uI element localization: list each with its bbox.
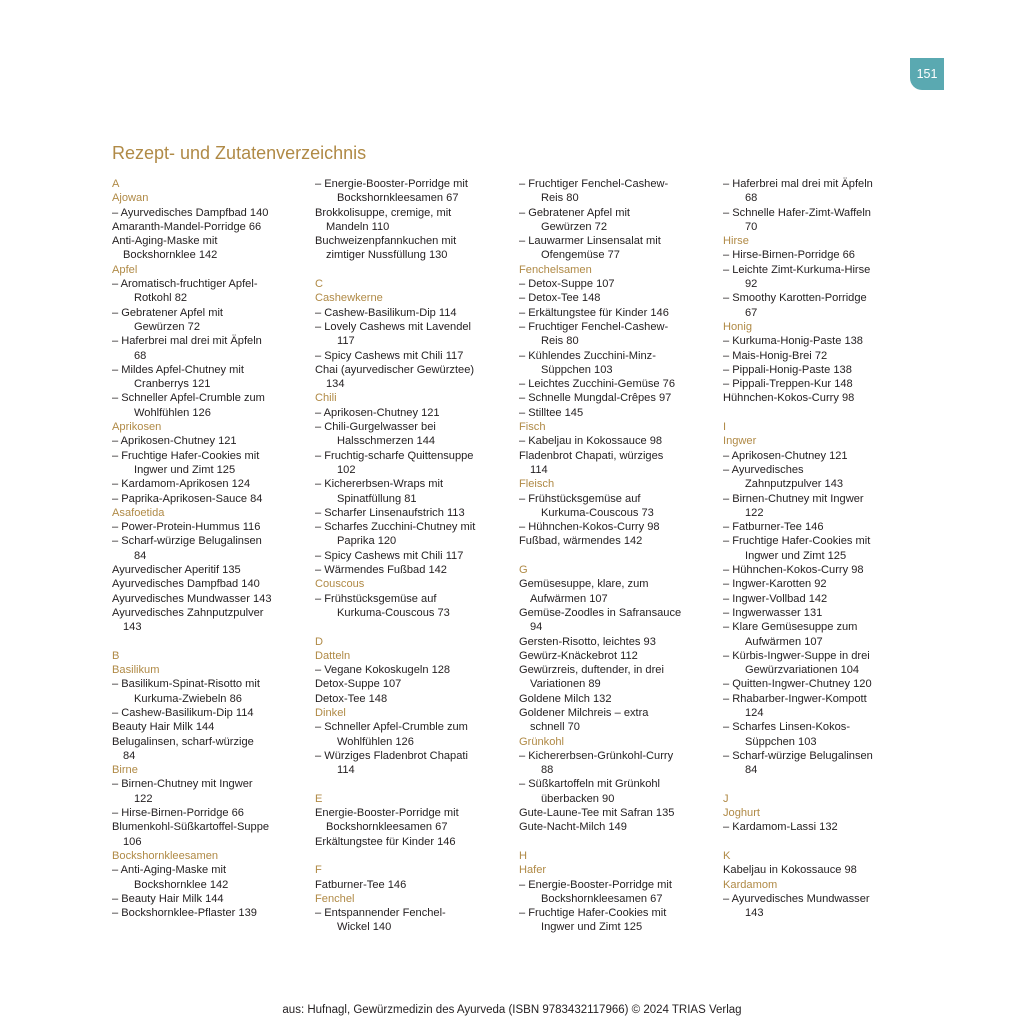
index-entry: Fatburner-Tee 146 [315, 878, 407, 891]
index-subheading: Fisch [519, 421, 546, 434]
index-subentry: – Schneller Apfel-Crumble zum [315, 721, 468, 734]
index-subentry: – Aromatisch-fruchtiger Apfel- [112, 278, 258, 291]
index-entry: Amaranth-Mandel-Porridge 66 [112, 220, 262, 233]
index-subentry-continuation: Ofengemüse 77 [541, 249, 620, 262]
index-subentry-continuation: Gewürzen 72 [134, 320, 200, 333]
page-number-badge: 151 [910, 58, 944, 90]
index-entry: Hühnchen-Kokos-Curry 98 [723, 392, 855, 405]
index-entry-continuation: 94 [530, 621, 543, 634]
index-entry: Gemüse-Zoodles in Safransauce [519, 606, 682, 619]
index-subentry: – Spicy Cashews mit Chili 117 [315, 549, 464, 562]
index-entry-continuation: Bockshornkleesamen 67 [326, 821, 448, 834]
index-letter-heading: D [315, 635, 324, 648]
index-subentry: – Ingwerwasser 131 [723, 606, 823, 619]
index-spacer [519, 549, 715, 563]
index-letter-heading: C [315, 278, 324, 291]
index-subentry-continuation: 88 [541, 764, 554, 777]
index-subheading: Hafer [519, 864, 547, 877]
index-subentry-continuation: überbacken 90 [541, 792, 615, 805]
index-subentry-continuation: Aufwärmen 107 [745, 635, 823, 648]
index-letter-heading: B [112, 649, 120, 662]
index-subentry-continuation: Süppchen 103 [541, 363, 613, 376]
index-entry: Goldene Milch 132 [519, 692, 612, 705]
index-subentry: – Kabeljau in Kokossauce 98 [519, 435, 663, 448]
index-entry: Erkältungstee für Kinder 146 [315, 835, 456, 848]
index-subentry-continuation: Gewürzen 72 [541, 220, 607, 233]
index-subentry: – Klare Gemüsesuppe zum [723, 621, 858, 634]
index-subentry: – Ingwer-Vollbad 142 [723, 592, 828, 605]
index-subheading: Datteln [315, 649, 351, 662]
index-entry: Goldener Milchreis – extra [519, 706, 649, 719]
index-entry: Anti-Aging-Maske mit [112, 235, 218, 248]
index-subentry: – Beauty Hair Milk 144 [112, 892, 224, 905]
index-subentry-continuation: Wohlfühlen 126 [134, 406, 211, 419]
index-column-2 [315, 177, 511, 935]
index-subentry-continuation: Rotkohl 82 [134, 292, 188, 305]
index-entry: Brokkolisuppe, cremige, mit [315, 206, 452, 219]
index-subentry-continuation: Kurkuma-Couscous 73 [337, 606, 450, 619]
index-subentry-continuation: 124 [745, 706, 764, 719]
index-spacer [315, 263, 511, 277]
index-subentry: – Aprikosen-Chutney 121 [723, 449, 848, 462]
index-subentry: – Ayurvedisches Mundwasser [723, 892, 870, 905]
index-subentry-continuation: Bockshornkleesamen 67 [541, 892, 663, 905]
index-subentry-continuation: 114 [337, 764, 355, 777]
index-subheading: Fenchelsamen [519, 263, 592, 276]
index-subentry: – Bockshornklee-Pflaster 139 [112, 907, 257, 920]
index-subentry-continuation: Kurkuma-Couscous 73 [541, 506, 654, 519]
index-subentry: – Aprikosen-Chutney 121 [315, 406, 440, 419]
index-entry: Energie-Booster-Porridge mit [315, 807, 459, 820]
index-entry-continuation: 84 [123, 749, 136, 762]
index-subentry: – Kardamom-Aprikosen 124 [112, 478, 251, 491]
footer-citation: aus: Hufnagl, Gewürzmedizin des Ayurveda (ISBN 9783432117966) © 2024 TRIAS Verlag [282, 1004, 742, 1016]
index-entry: Ayurvedischer Aperitif 135 [112, 564, 241, 577]
index-subentry: – Fruchtige Hafer-Cookies mit [112, 449, 260, 462]
index-entry-continuation: zimtiger Nussfüllung 130 [326, 249, 448, 262]
index-subentry: – Leichtes Zucchini-Gemüse 76 [519, 378, 676, 391]
index-column-4 [723, 177, 919, 920]
index-entry: Ayurvedisches Mundwasser 143 [112, 592, 272, 605]
index-subentry: – Mais-Honig-Brei 72 [723, 349, 828, 362]
index-subentry-continuation: Paprika 120 [337, 535, 397, 548]
index-subentry: – Cashew-Basilikum-Dip 114 [112, 706, 254, 719]
index-subentry: – Kürbis-Ingwer-Suppe in drei [723, 649, 870, 662]
index-subentry-continuation: Zahnputzpulver 143 [745, 478, 844, 491]
index-subentry: – Ingwer-Karotten 92 [723, 578, 827, 591]
index-entry-continuation: Bockshornklee 142 [123, 249, 218, 262]
index-subentry: – Pippali-Honig-Paste 138 [723, 363, 852, 376]
index-subentry: – Pippali-Treppen-Kur 148 [723, 378, 853, 391]
index-subentry: – Scharfes Linsen-Kokos- [723, 721, 851, 734]
index-entry: Kabeljau in Kokossauce 98 [723, 864, 857, 877]
index-subentry: – Haferbrei mal drei mit Äpfeln [112, 335, 262, 348]
index-subentry: – Detox-Suppe 107 [519, 278, 615, 291]
index-entry-continuation: 143 [123, 621, 142, 634]
index-subentry: – Süßkartoffeln mit Grünkohl [519, 778, 660, 791]
index-subentry-continuation: Ingwer und Zimt 125 [134, 463, 236, 476]
index-entry: Gewürzreis, duftender, in drei [519, 664, 664, 677]
index-entry: Detox-Suppe 107 [315, 678, 402, 691]
index-subheading: Ingwer [723, 435, 757, 448]
index-subentry: – Fruchtig-scharfe Quittensuppe [315, 449, 474, 462]
index-subheading: Asafoetida [112, 506, 165, 519]
index-subentry: – Fruchtige Hafer-Cookies mit [723, 535, 871, 548]
index-subentry-continuation: 122 [134, 792, 153, 805]
index-spacer [315, 777, 511, 791]
index-subentry-continuation: 143 [745, 907, 764, 920]
index-subentry: – Fruchtiger Fenchel-Cashew- [519, 320, 669, 333]
index-subentry: – Scharfer Linsenaufstrich 113 [315, 506, 465, 519]
index-subentry-continuation: Gewürzvariationen 104 [745, 664, 860, 677]
index-subentry: – Entspannender Fenchel- [315, 907, 446, 920]
index-subentry: – Kardamom-Lassi 132 [723, 821, 838, 834]
index-entry: Fladenbrot Chapati, würziges [519, 449, 664, 462]
index-subentry-continuation: 84 [134, 549, 147, 562]
index-subentry: – Schnelle Hafer-Zimt-Waffeln [723, 206, 871, 219]
index-subentry-continuation: Bockshornklee 142 [134, 878, 229, 891]
index-subheading: Apfel [112, 263, 138, 276]
index-subentry-continuation: 68 [134, 349, 147, 362]
index-subentry: – Kurkuma-Honig-Paste 138 [723, 335, 863, 348]
index-letter-heading: G [519, 564, 528, 577]
index-subheading: Honig [723, 320, 752, 333]
index-subentry: – Kichererbsen-Wraps mit [315, 478, 444, 491]
index-subentry-continuation: 67 [745, 306, 758, 319]
index-subentry: – Ayurvedisches [723, 463, 804, 476]
index-entry: Gemüsesuppe, klare, zum [519, 578, 649, 591]
index-subentry: – Mildes Apfel-Chutney mit [112, 363, 244, 376]
index-subentry: – Ayurvedisches Dampfbad 140 [112, 206, 269, 219]
index-subentry: – Stilltee 145 [519, 406, 584, 419]
index-entry-continuation: 114 [530, 463, 548, 476]
index-spacer [112, 635, 308, 649]
index-spacer [723, 406, 919, 420]
index-subentry-continuation: Wickel 140 [337, 921, 392, 934]
index-subentry: – Frühstücksgemüse auf [519, 492, 641, 505]
index-entry: Chai (ayurvedischer Gewürztee) [315, 363, 475, 376]
index-subheading: Basilikum [112, 664, 160, 677]
index-letter-heading: A [112, 178, 120, 190]
index-subheading: Bockshornkleesamen [112, 849, 219, 862]
index-subentry-continuation: Ingwer und Zimt 125 [745, 549, 847, 562]
index-subentry-continuation: Reis 80 [541, 192, 579, 205]
index-subentry: – Haferbrei mal drei mit Äpfeln [723, 178, 873, 190]
index-subentry-continuation: 122 [745, 506, 764, 519]
index-entry: Gute-Laune-Tee mit Safran 135 [519, 807, 675, 820]
index-subentry: – Scharfes Zucchini-Chutney mit [315, 521, 476, 534]
index-entry-continuation: schnell 70 [530, 721, 580, 734]
index-subentry-continuation: 117 [337, 335, 355, 348]
index-subentry: – Erkältungstee für Kinder 146 [519, 306, 669, 319]
index-subentry: – Cashew-Basilikum-Dip 114 [315, 306, 457, 319]
index-subentry: – Energie-Booster-Porridge mit [519, 878, 672, 891]
index-subentry: – Wärmendes Fußbad 142 [315, 564, 447, 577]
index-subentry: – Hühnchen-Kokos-Curry 98 [723, 564, 864, 577]
index-subentry: – Birnen-Chutney mit Ingwer [723, 492, 864, 505]
index-subheading: Couscous [315, 578, 365, 591]
index-letter-heading: F [315, 864, 322, 877]
index-spacer [315, 620, 511, 634]
index-subentry: – Gebratener Apfel mit [519, 206, 630, 219]
index-subentry: – Birnen-Chutney mit Ingwer [112, 778, 253, 791]
index-subentry: – Quitten-Ingwer-Chutney 120 [723, 678, 872, 691]
index-entry-continuation: 106 [123, 835, 142, 848]
index-subentry: – Kühlendes Zucchini-Minz- [519, 349, 656, 362]
index-subentry: – Fruchtige Hafer-Cookies mit [519, 907, 667, 920]
index-subentry-continuation: 68 [745, 192, 758, 205]
index-letter-heading: H [519, 849, 528, 862]
index-entry: Gute-Nacht-Milch 149 [519, 821, 627, 834]
index-subentry-continuation: 84 [745, 764, 758, 777]
index-subentry-continuation: Bockshornkleesamen 67 [337, 192, 459, 205]
index-subentry: – Rhabarber-Ingwer-Kompott [723, 692, 867, 705]
index-subentry: – Gebratener Apfel mit [112, 306, 223, 319]
index-subentry: – Scharf-würzige Belugalinsen [112, 535, 262, 548]
index-column-1 [112, 177, 308, 920]
page-title: Rezept- und Zutatenverzeichnis [112, 143, 367, 163]
index-entry: Ayurvedisches Dampfbad 140 [112, 578, 260, 591]
index-spacer [723, 777, 919, 791]
index-subentry: – Fatburner-Tee 146 [723, 521, 824, 534]
index-subentry: – Spicy Cashews mit Chili 117 [315, 349, 464, 362]
index-subentry: – Chili-Gurgelwasser bei [315, 421, 436, 434]
index-spacer [723, 835, 919, 849]
index-subentry: – Paprika-Aprikosen-Sauce 84 [112, 492, 263, 505]
index-subentry: – Frühstücksgemüse auf [315, 592, 437, 605]
index-subentry: – Schnelle Mungdal-Crêpes 97 [519, 392, 672, 405]
index-entry: Blumenkohl-Süßkartoffel-Suppe [112, 821, 270, 834]
index-subentry: – Lauwarmer Linsensalat mit [519, 235, 661, 248]
index-subheading: Chili [315, 392, 337, 405]
index-subentry-continuation: Wohlfühlen 126 [337, 735, 414, 748]
index-subentry: – Basilikum-Spinat-Risotto mit [112, 678, 260, 691]
index-subentry: – Smoothy Karotten-Porridge [723, 292, 867, 305]
index-subentry: – Energie-Booster-Porridge mit [315, 178, 468, 190]
index-entry: Fußbad, wärmendes 142 [519, 535, 643, 548]
index-subentry: – Scharf-würzige Belugalinsen [723, 749, 873, 762]
index-subheading: Aprikosen [112, 421, 162, 434]
index-subentry: – Leichte Zimt-Kurkuma-Hirse [723, 263, 871, 276]
index-subentry-continuation: Spinatfüllung 81 [337, 492, 417, 505]
index-subentry-continuation: 70 [745, 220, 758, 233]
index-entry-continuation: Variationen 89 [530, 678, 601, 691]
index-subentry: – Vegane Kokoskugeln 128 [315, 664, 451, 677]
index-subentry: – Fruchtiger Fenchel-Cashew- [519, 178, 669, 190]
index-subentry-continuation: Kurkuma-Zwiebeln 86 [134, 692, 242, 705]
index-entry-continuation: 134 [326, 378, 345, 391]
index-subheading: Cashewkerne [315, 292, 383, 305]
index-subentry: – Hühnchen-Kokos-Curry 98 [519, 521, 660, 534]
index-letter-heading: I [723, 421, 727, 434]
index-entry: Buchweizenpfannkuchen mit [315, 235, 457, 248]
index-subheading: Joghurt [723, 807, 761, 820]
index-subentry-continuation: Ingwer und Zimt 125 [541, 921, 643, 934]
index-letter-heading: J [723, 792, 729, 805]
index-entry: Beauty Hair Milk 144 [112, 721, 215, 734]
index-subheading: Birne [112, 764, 138, 777]
index-entry: Detox-Tee 148 [315, 692, 388, 705]
index-letter-heading: K [723, 849, 731, 862]
index-subheading: Kardamom [723, 878, 778, 891]
index-subheading: Fenchel [315, 892, 355, 905]
index-entry: Gersten-Risotto, leichtes 93 [519, 635, 656, 648]
index-subentry: – Würziges Fladenbrot Chapati [315, 749, 468, 762]
index-subentry-continuation: Süppchen 103 [745, 735, 817, 748]
index-entry: Belugalinsen, scharf-würzige [112, 735, 254, 748]
index-subheading: Grünkohl [519, 735, 565, 748]
index-subheading: Ajowan [112, 192, 149, 205]
index-subentry: – Schneller Apfel-Crumble zum [112, 392, 265, 405]
index-subentry-continuation: Reis 80 [541, 335, 579, 348]
index-spacer [315, 849, 511, 863]
index-subentry-continuation: Cranberrys 121 [134, 378, 211, 391]
index-column-3 [519, 177, 715, 935]
index-subentry-continuation: Halsschmerzen 144 [337, 435, 436, 448]
index-subentry-continuation: 92 [745, 278, 758, 291]
index-subentry: – Hirse-Birnen-Porridge 66 [112, 807, 244, 820]
index-spacer [519, 835, 715, 849]
index-subentry: – Kichererbsen-Grünkohl-Curry [519, 749, 674, 762]
index-subheading: Fleisch [519, 478, 555, 491]
index-entry-continuation: Mandeln 110 [326, 220, 390, 233]
index-entry: Gewürz-Knäckebrot 112 [519, 649, 638, 662]
index-subheading: Dinkel [315, 706, 346, 719]
index-entry-continuation: Aufwärmen 107 [530, 592, 608, 605]
index-letter-heading: E [315, 792, 323, 805]
index-subentry: – Lovely Cashews mit Lavendel [315, 320, 472, 333]
index-subentry: – Detox-Tee 148 [519, 292, 601, 305]
index-subentry: – Hirse-Birnen-Porridge 66 [723, 249, 855, 262]
index-subheading: Hirse [723, 235, 749, 248]
index-subentry: – Anti-Aging-Maske mit [112, 864, 227, 877]
index-subentry-continuation: 102 [337, 463, 356, 476]
index-entry: Ayurvedisches Zahnputzpulver [112, 606, 264, 619]
index-subentry: – Power-Protein-Hummus 116 [112, 521, 261, 534]
index-subentry: – Aprikosen-Chutney 121 [112, 435, 237, 448]
